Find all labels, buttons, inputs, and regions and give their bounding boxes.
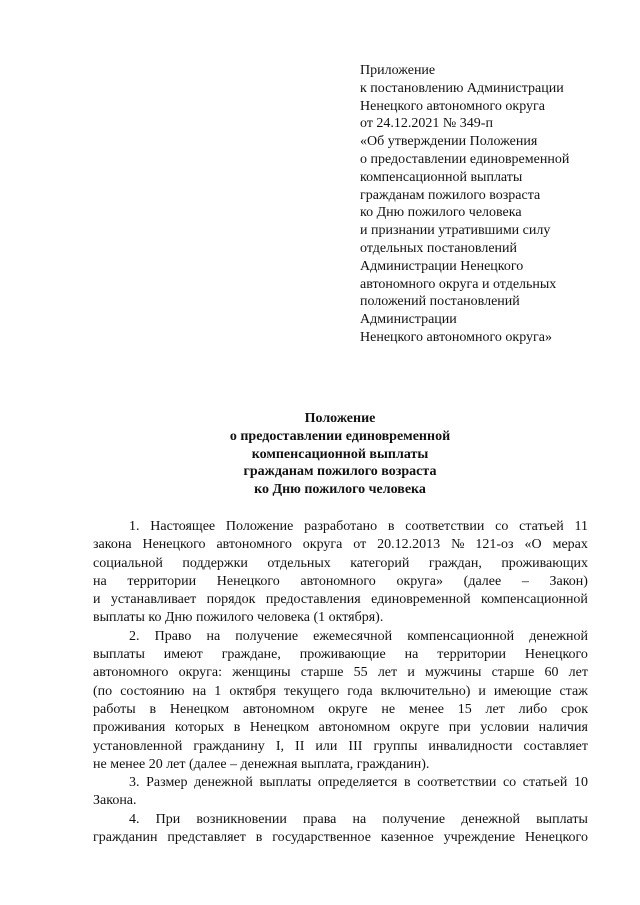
body-line: Закона. <box>93 793 137 809</box>
body-line: проживания которых в Ненецком автономном округе при условии наличия <box>93 720 588 736</box>
body-line: и устанавливает порядок предоставления единовременной компенсационной <box>93 592 588 608</box>
document-body <box>93 518 588 847</box>
body-line: выплаты ко Дню пожилого человека (1 октября). <box>93 610 384 626</box>
appendix-line: отдельных постановлений <box>360 240 518 256</box>
appendix-line: Администрации <box>360 312 457 328</box>
appendix-line: о предоставлении единовременной <box>360 151 570 167</box>
appendix-line: Администрации Ненецкого <box>360 258 524 274</box>
appendix-line: положений постановлений <box>360 294 520 310</box>
body-line: не менее 20 лет (далее – денежная выплата, гражданин). <box>93 756 430 772</box>
paragraph-1 <box>93 518 588 628</box>
appendix-line: Ненецкого автономного округа <box>360 98 545 114</box>
body-line: 2. Право на получение ежемесячной компенсационной денежной <box>129 628 588 644</box>
document-title <box>100 410 580 499</box>
body-line: автономного округа: женщины старше 55 лет и мужчины старше 60 лет <box>93 665 588 681</box>
title-line: ко Дню пожилого человека <box>254 482 426 498</box>
body-line: работы в Ненецком автономном округе не менее 15 лет либо срок <box>93 701 588 717</box>
appendix-line: Ненецкого автономного округа» <box>360 329 552 345</box>
appendix-line: от 24.12.2021 № 349-п <box>360 116 493 132</box>
paragraph-2 <box>93 628 588 774</box>
body-line: 3. Размер денежной выплаты определяется в соответствии со статьей 10 <box>129 775 588 791</box>
title-line: компенсационной выплаты <box>251 446 429 462</box>
paragraph-3 <box>93 774 588 811</box>
appendix-block <box>360 62 620 347</box>
paragraph-4 <box>93 811 588 848</box>
body-line: закона Ненецкого автономного округа от 20.12.2013 № 121-оз «О мерах <box>93 537 588 553</box>
body-line: гражданин представляет в государственное казенное учреждение Ненецкого <box>93 830 588 846</box>
appendix-line: к постановлению Администрации <box>360 80 564 96</box>
appendix-line: Приложение <box>360 63 436 78</box>
appendix-line: автономного округа и отдельных <box>360 276 557 292</box>
appendix-line: гражданам пожилого возраста <box>360 187 541 203</box>
title-line: Положение <box>304 411 376 426</box>
body-line: 4. При возникновении права на получение денежной выплаты <box>129 811 588 827</box>
appendix-line: и признании утратившими силу <box>360 223 551 239</box>
body-line: на территории Ненецкого автономного округа» (далее – Закон) <box>93 573 588 589</box>
body-line: 1. Настоящее Положение разработано в соответствии со статьей 11 <box>129 519 588 534</box>
title-line: о предоставлении единовременной <box>229 428 451 444</box>
body-line: установленной гражданину I, II или III группы инвалидности составляет <box>93 738 588 754</box>
appendix-line: ко Дню пожилого человека <box>360 205 522 221</box>
appendix-line: компенсационной выплаты <box>360 169 523 185</box>
body-line: выплаты имеют граждане, проживающие на территории Ненецкого <box>93 647 588 663</box>
title-line: гражданам пожилого возраста <box>243 464 437 480</box>
appendix-line: «Об утверждении Положения <box>360 134 538 150</box>
body-line: социальной поддержки отдельных категорий граждан, проживающих <box>93 555 588 571</box>
body-line: (по состоянию на 1 октября текущего года включительно) и имеющие стаж <box>93 683 588 699</box>
